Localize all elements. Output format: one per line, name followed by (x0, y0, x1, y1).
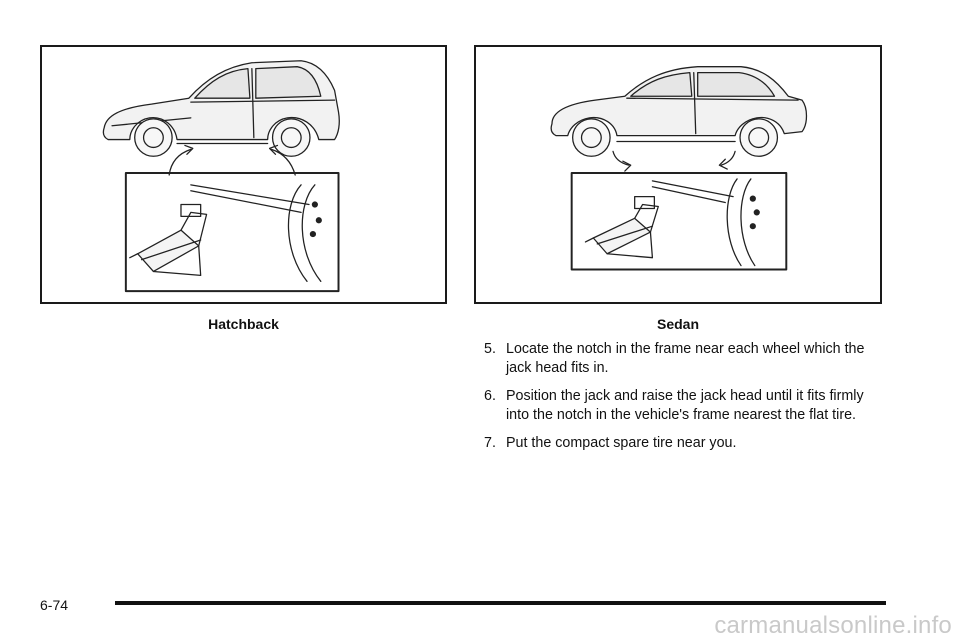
sedan-caption: Sedan (656, 316, 699, 332)
hatchback-caption: Hatchback (208, 316, 279, 332)
footer-rule (115, 601, 886, 605)
step-number: 5. (484, 341, 496, 357)
watermark: carmanualsonline.info (714, 612, 952, 639)
step-text: Put the compact spare tire near you. (506, 435, 737, 451)
page-number: 6-74 (40, 597, 69, 613)
sedan-jack-figure (474, 45, 882, 304)
instruction-steps (484, 340, 884, 462)
sedan-illustration (476, 47, 880, 302)
step-item (484, 340, 884, 378)
step-text: Locate the notch in the frame near each wheel which the jack head fits in. (506, 341, 865, 376)
hatchback-jack-figure (40, 45, 447, 304)
step-number: 7. (484, 435, 496, 451)
step-text: Position the jack and raise the jack head until it fits firmly into the notch in the vehicle's frame nearest the flat tire. (506, 388, 864, 423)
hatchback-illustration (42, 47, 445, 302)
step-item (484, 387, 884, 425)
step-item (484, 434, 884, 453)
step-number: 6. (484, 388, 496, 404)
